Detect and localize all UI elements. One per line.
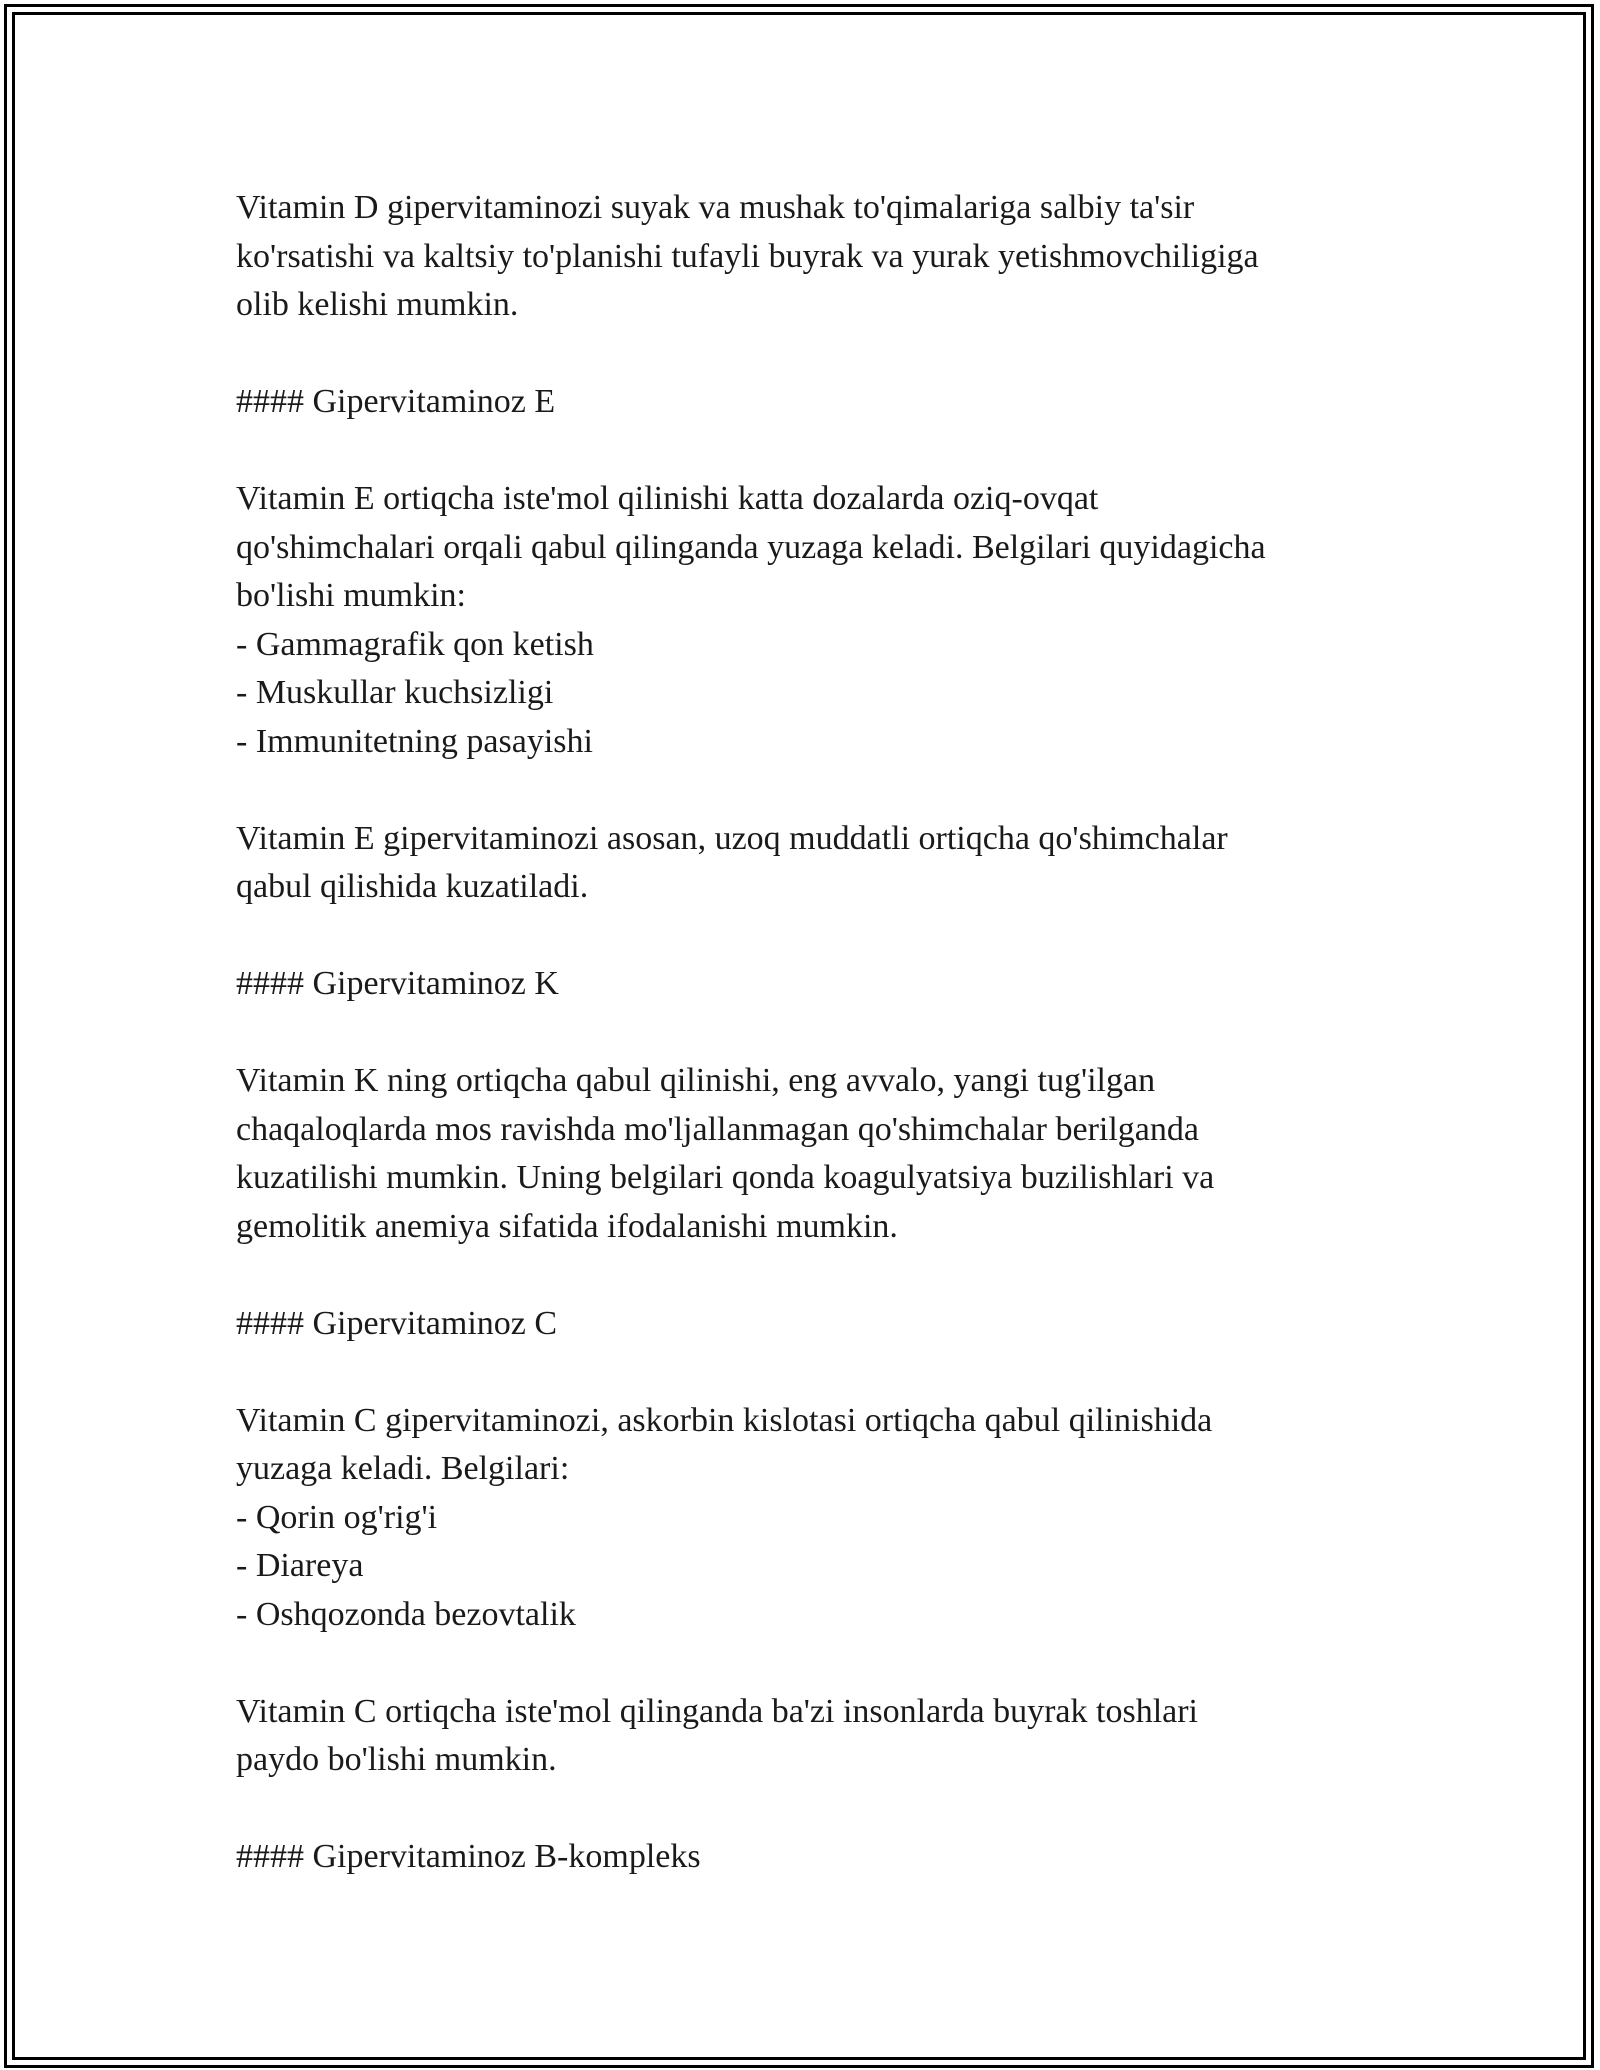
text-line: bo'lishi mumkin: (236, 577, 466, 614)
heading-gipervitaminoz-b-kompleks: #### Gipervitaminoz B-kompleks (236, 1838, 701, 1875)
list-item: - Qorin og'rig'i (236, 1498, 438, 1536)
text-line: yuzaga keladi. Belgilari: (236, 1450, 570, 1487)
paragraph-vitamin-d-summary (236, 184, 1366, 330)
list-item: - Diareya (236, 1547, 364, 1584)
heading-gipervitaminoz-k: #### Gipervitaminoz K (236, 965, 559, 1002)
text-line: Vitamin E ortiqcha iste'mol qilinishi katta dozalarda oziq-ovqat (236, 480, 1099, 517)
text-line: paydo bo'lishi mumkin. (236, 1741, 557, 1778)
paragraph-vitamin-e-cause (236, 815, 1366, 912)
text-line: qo'shimchalari orqali qabul qilinganda yuzaga keladi. Belgilari quyidagicha (236, 528, 1266, 566)
text-line: Vitamin C gipervitaminozi, askorbin kislotasi ortiqcha qabul qilinishida (236, 1401, 1213, 1439)
text-line: gemolitik anemiya sifatida ifodalanishi mumkin. (236, 1207, 898, 1245)
text-line: qabul qilishida kuzatiladi. (236, 868, 589, 905)
text-line: ko'rsatishi va kaltsiy to'planishi tufayli buyrak va yurak yetishmovchiligiga (236, 237, 1259, 275)
heading-gipervitaminoz-e: #### Gipervitaminoz E (236, 383, 556, 420)
text-line: Vitamin D gipervitaminozi suyak va mushak to'qimalariga salbiy ta'sir (236, 189, 1195, 226)
text-line: Vitamin K ning ortiqcha qabul qilinishi, eng avvalo, yangi tug'ilgan (236, 1062, 1156, 1099)
text-line: kuzatilishi mumkin. Uning belgilari qonda koagulyatsiya buzilishlari va (236, 1159, 1215, 1196)
paragraph-vitamin-k (236, 1057, 1366, 1251)
text-line: olib kelishi mumkin. (236, 286, 519, 323)
list-item: - Gammagrafik qon ketish (236, 625, 594, 663)
text-line: chaqaloqlarda mos ravishda mo'ljallanmagan qo'shimchalar berilganda (236, 1110, 1199, 1148)
paragraph-vitamin-c-symptoms (236, 1397, 1366, 1640)
list-item: - Muskullar kuchsizligi (236, 674, 554, 711)
paragraph-vitamin-e-symptoms (236, 475, 1366, 766)
text-line: Vitamin C ortiqcha iste'mol qilinganda ba'zi insonlarda buyrak toshlari (236, 1692, 1198, 1730)
list-item: - Immunitetning pasayishi (236, 722, 593, 760)
document-body (236, 184, 1366, 1930)
paragraph-vitamin-c-kidney (236, 1688, 1366, 1785)
heading-gipervitaminoz-c: #### Gipervitaminoz C (236, 1304, 558, 1342)
list-item: - Oshqozonda bezovtalik (236, 1595, 576, 1633)
text-line: Vitamin E gipervitaminozi asosan, uzoq muddatli ortiqcha qo'shimchalar (236, 819, 1228, 857)
